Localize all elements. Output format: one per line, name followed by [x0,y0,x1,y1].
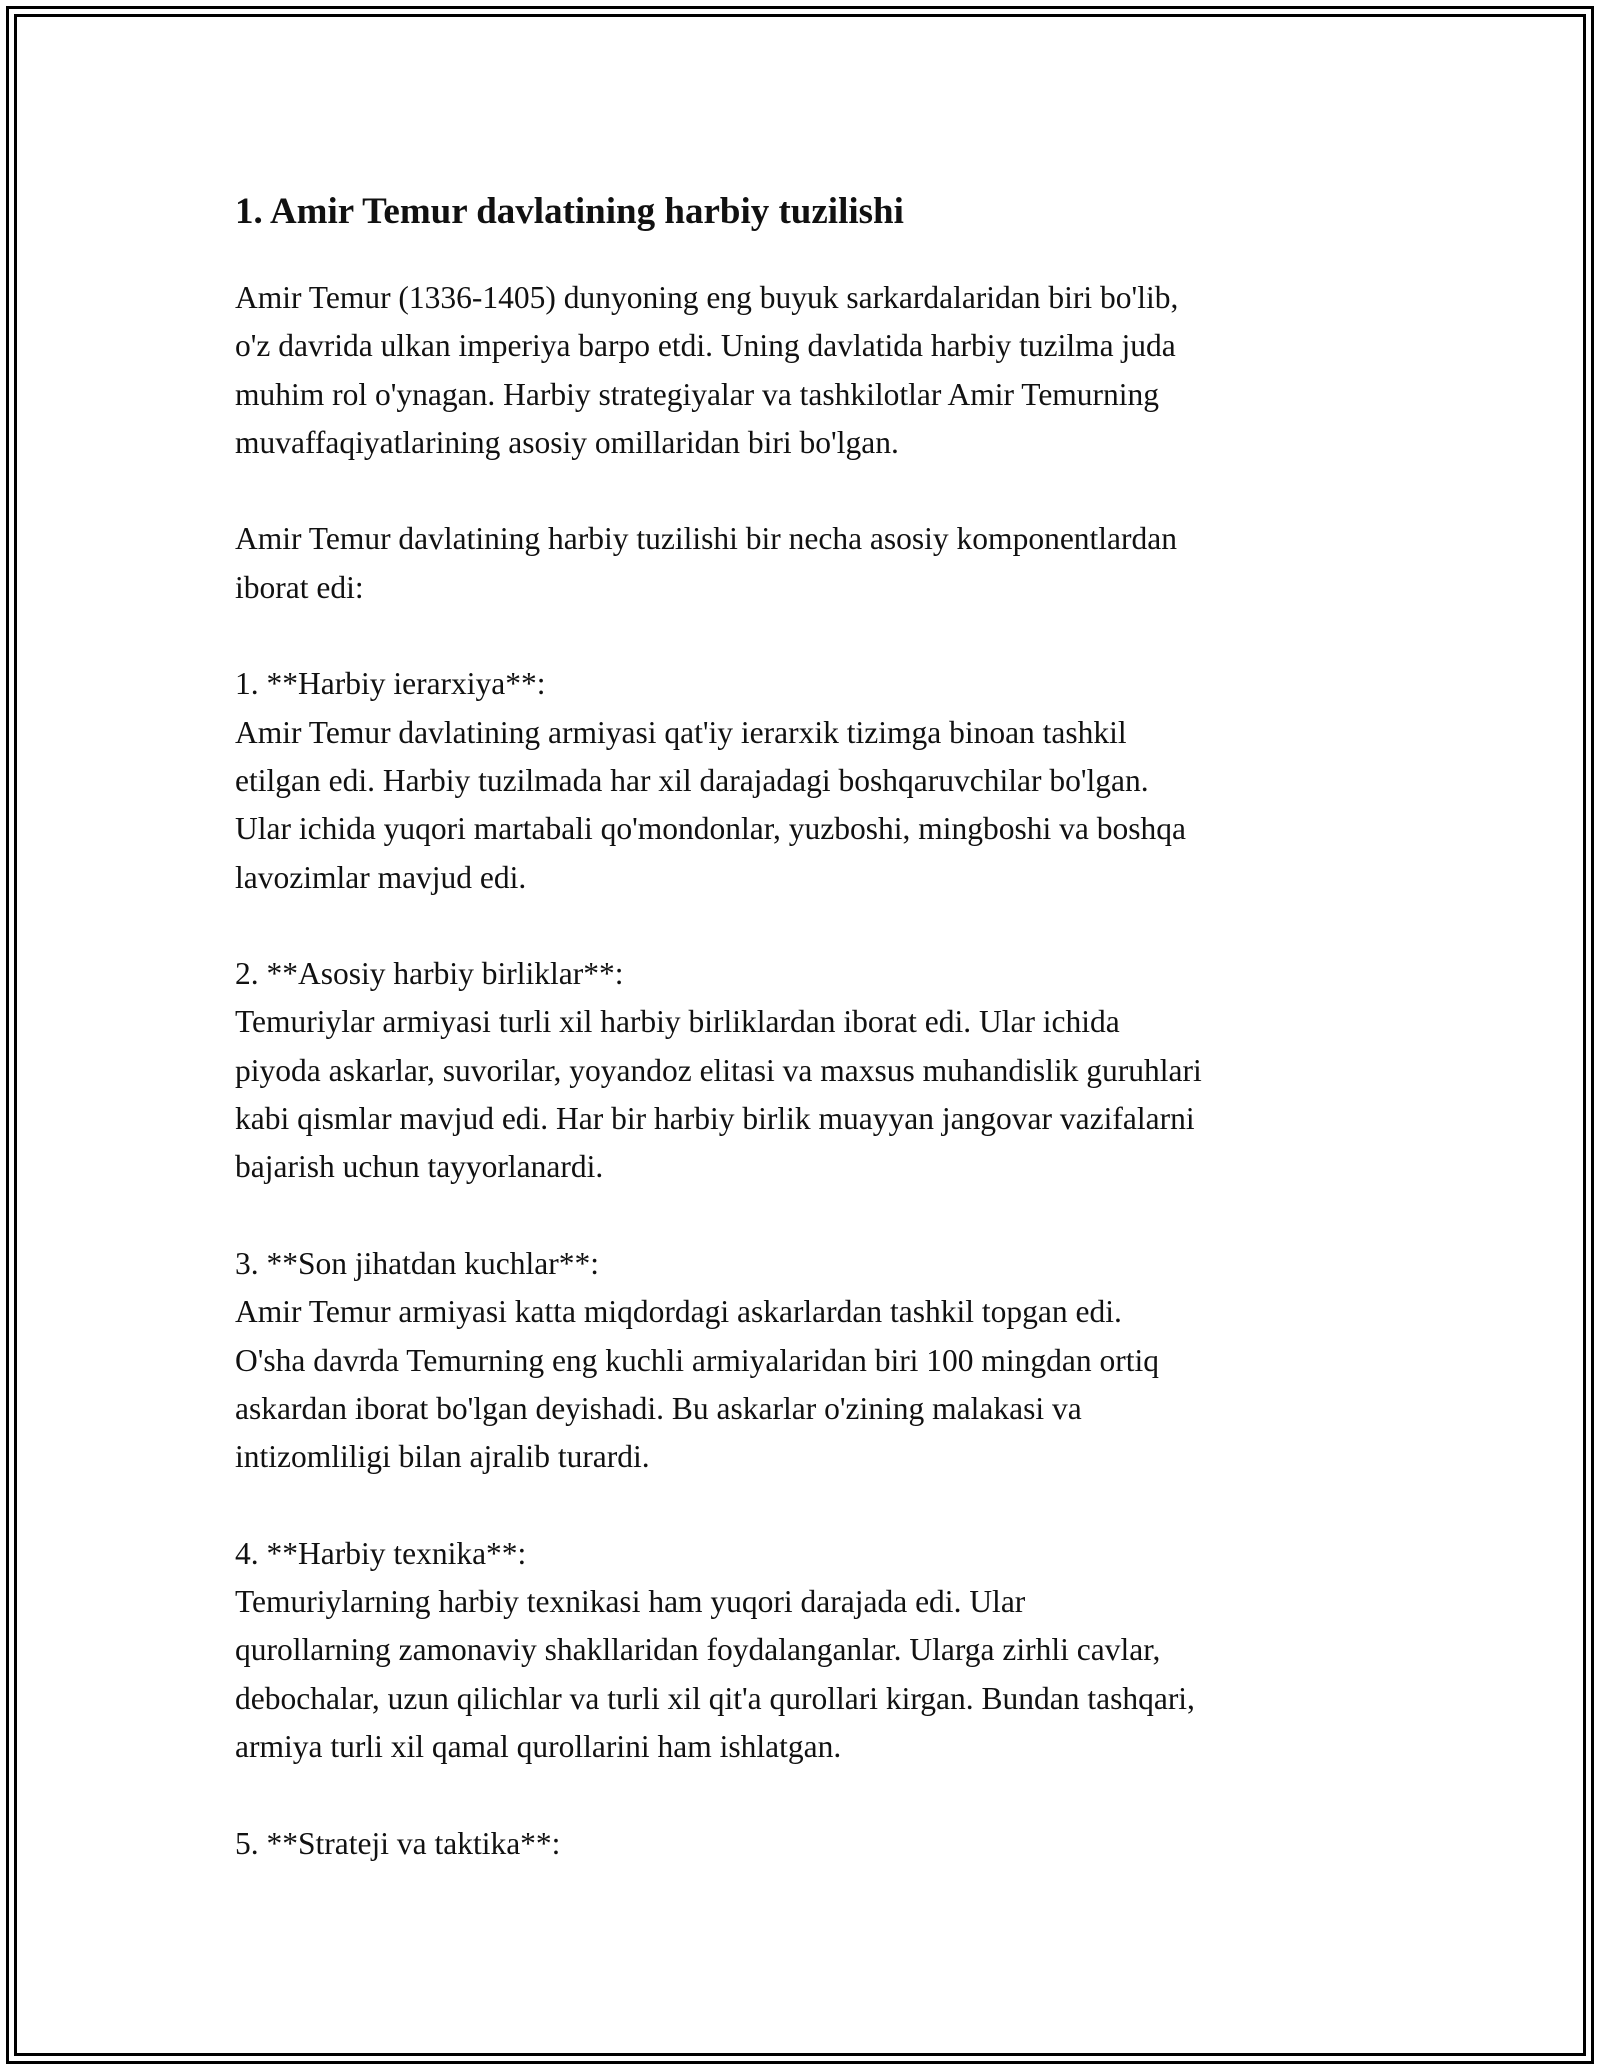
section-heading: 5. **Strateji va taktika**: [235,1825,561,1861]
paragraph-gap [235,1771,1365,1819]
section-military-units [235,950,1365,1191]
section-heading: 1. **Harbiy ierarxiya**: [235,666,546,702]
section-military-equipment [235,1530,1365,1771]
section-body: Amir Temur armiyasi katta miqdordagi askarlardan tashkil topgan edi. O'sha davrda Temurning eng kuchli armiyalaridan biri 100 mingdan ortiq askardan iborat bo'lgan deyishadi. Bu askarlar o'zining malakasi va intizomliligi bilan ajralib turardi. [235,1294,1160,1475]
section-numerical-strength [235,1240,1365,1481]
paragraph-gap [235,902,1365,950]
section-heading: 2. **Asosiy harbiy birliklar**: [235,956,624,992]
document-title: 1. Amir Temur davlatining harbiy tuzilishi [235,191,904,232]
section-heading: 3. **Son jihatdan kuchlar**: [235,1245,599,1281]
components-intro-paragraph: Amir Temur davlatining harbiy tuzilishi bir necha asosiy komponentlardan iborat edi: [235,521,1178,605]
section-hierarchy [235,660,1365,901]
section-body: Temuriylarning harbiy texnikasi ham yuqori darajada edi. Ular qurollarning zamonaviy shakllaridan foydalanganlar. Ularga zirhli cavlar, debochalar, uzun qilichlar va turli xil qit'a qurollari kirgan. Bundan tashqari, armiya turli xil qamal qurollarini ham ishlatgan. [235,1584,1195,1764]
section-heading: 4. **Harbiy texnika**: [235,1535,527,1571]
section-body: Amir Temur davlatining armiyasi qat'iy ierarxik tizimga binoan tashkil etilgan edi. Harbiy tuzilmada har xil darajadagi boshqaruvchilar bo'lgan. Ular ichida yuqori martabali qo'mondonlar, yuzboshi, mingboshi va boshqa lavozimlar mavjud edi. [235,714,1186,895]
paragraph-gap [235,467,1365,515]
paragraph-gap [235,612,1365,660]
paragraph-gap [235,1481,1365,1529]
document-page [235,182,1365,1868]
section-body: Temuriylar armiyasi turli xil harbiy birliklardan iborat edi. Ular ichida piyoda askarlar, suvorilar, yoyandoz elitasi va maxsus muhandislik guruhlari kabi qismlar mavjud edi. Har bir harbiy birlik muayyan jangovar vazifalarni bajarish uchun tayyorlanardi. [235,1004,1202,1185]
paragraph-gap [235,1192,1365,1240]
section-strategy-tactics [235,1820,1365,1868]
intro-paragraph: Amir Temur (1336-1405) dunyoning eng buyuk sarkardalaridan biri bo'lib, o'z davrida ulkan imperiya barpo etdi. Uning davlatida harbiy tuzilma juda muhim rol o'ynagan. Harbiy strategiyalar va tashkilotlar Amir Temurning muvaffaqiyatlarining asosiy omillaridan biri bo'lgan. [235,280,1179,460]
